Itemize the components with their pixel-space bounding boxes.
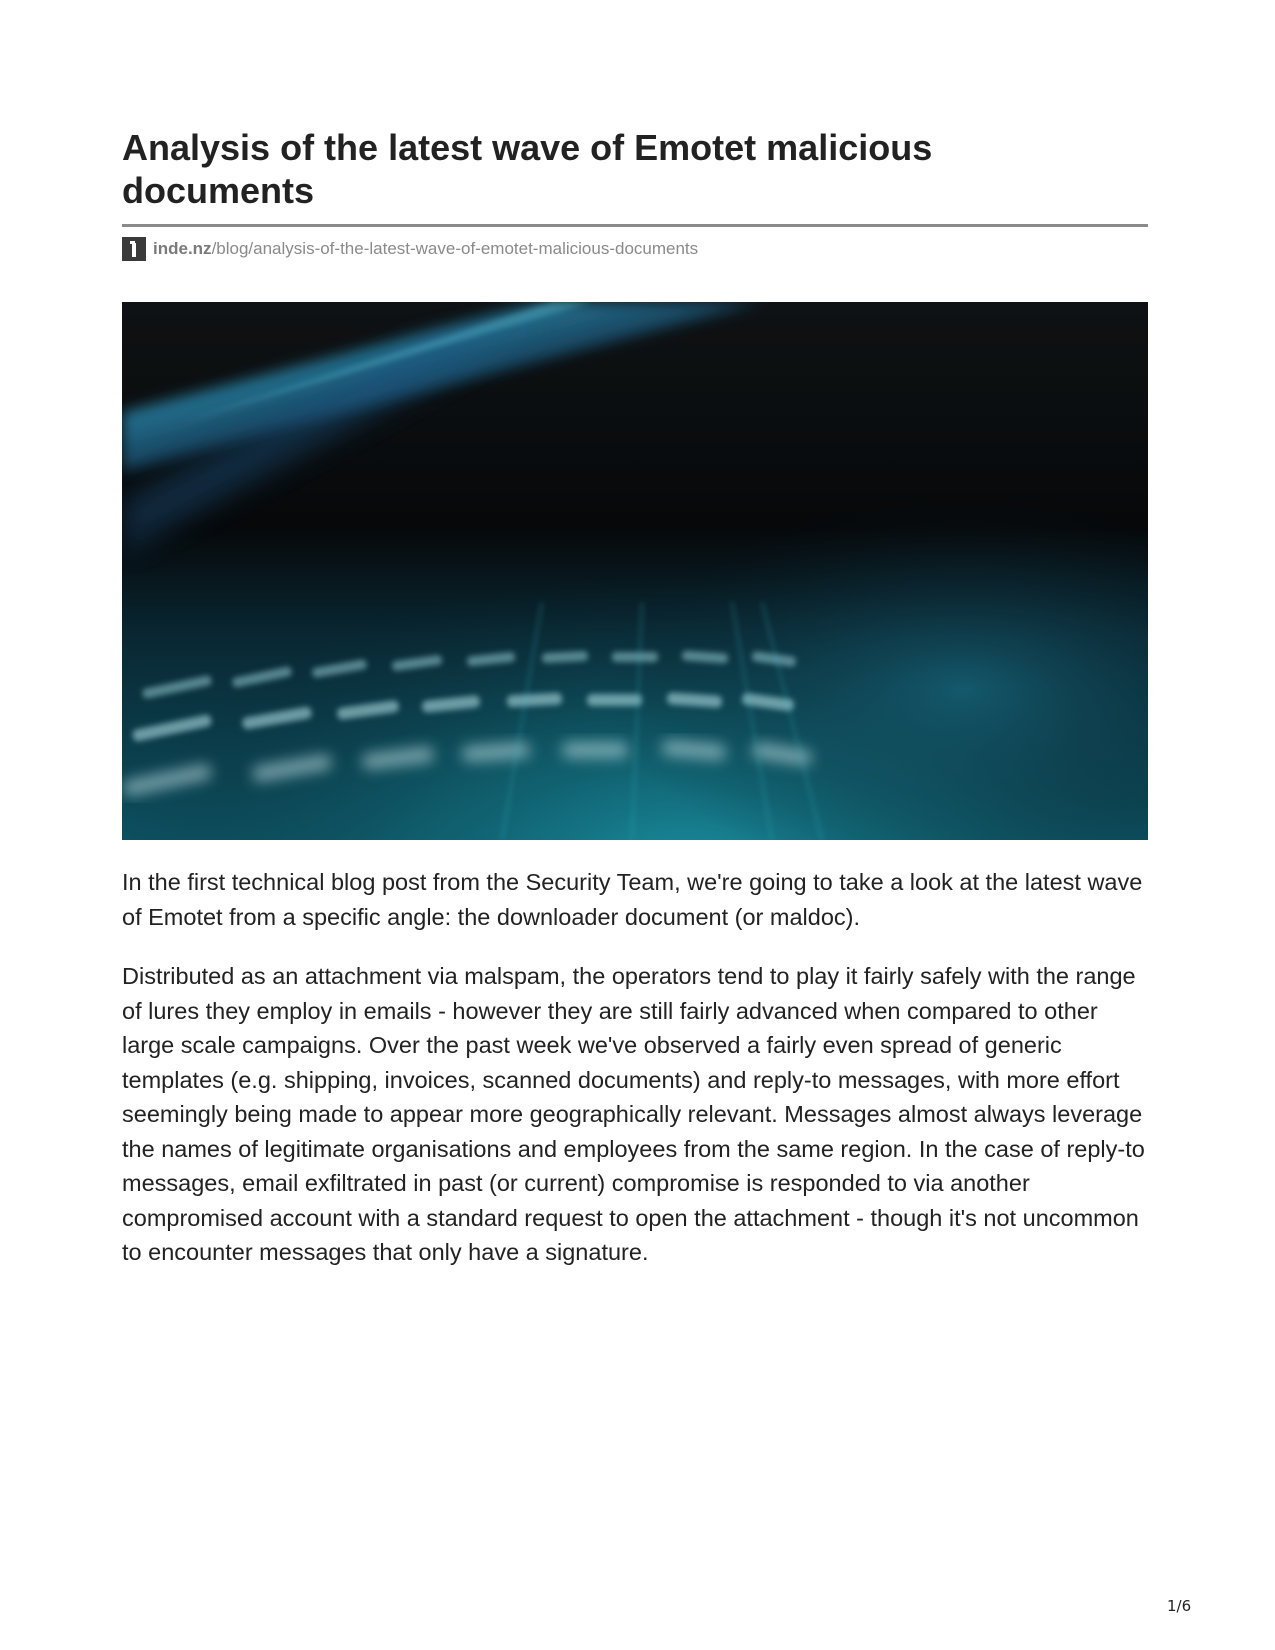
source-line (122, 236, 1148, 262)
site-favicon-icon (122, 237, 146, 261)
source-path: /blog/analysis-of-the-latest-wave-of-emotet-malicious-documents (211, 239, 699, 258)
source-domain: inde.nz (153, 239, 212, 258)
article (122, 126, 1148, 1270)
source-url[interactable] (153, 239, 698, 259)
paragraph-intro: In the first technical blog post from the Security Team, we're going to take a look at the latest wave of Emotet from a specific angle: the downloader document (or maldoc). (122, 869, 1143, 930)
paragraph-body: Distributed as an attachment via malspam, the operators tend to play it fairly safely with the range of lures they employ in emails - however they are still fairly advanced when compared to other large scale campaigns. Over the past week we've observed a fairly even spread of generic templates (e.g. shipping, invoices, scanned documents) and reply-to messages, with more effort seemingly being made to appear more geographically relevant. Messages almost always leverage the names of legitimate organisations and employees from the same region. In the case of reply-to messages, email exfiltrated in past (or current) compromise is responded to via another compromised account with a standard request to open the attachment - though it's not uncommon to encounter messages that only have a signature. (122, 963, 1145, 1265)
article-title: Analysis of the latest wave of Emotet malicious documents (122, 127, 933, 211)
page-number: 1/6 (1167, 1597, 1192, 1615)
hero-image (122, 302, 1148, 840)
title-divider (122, 224, 1148, 227)
